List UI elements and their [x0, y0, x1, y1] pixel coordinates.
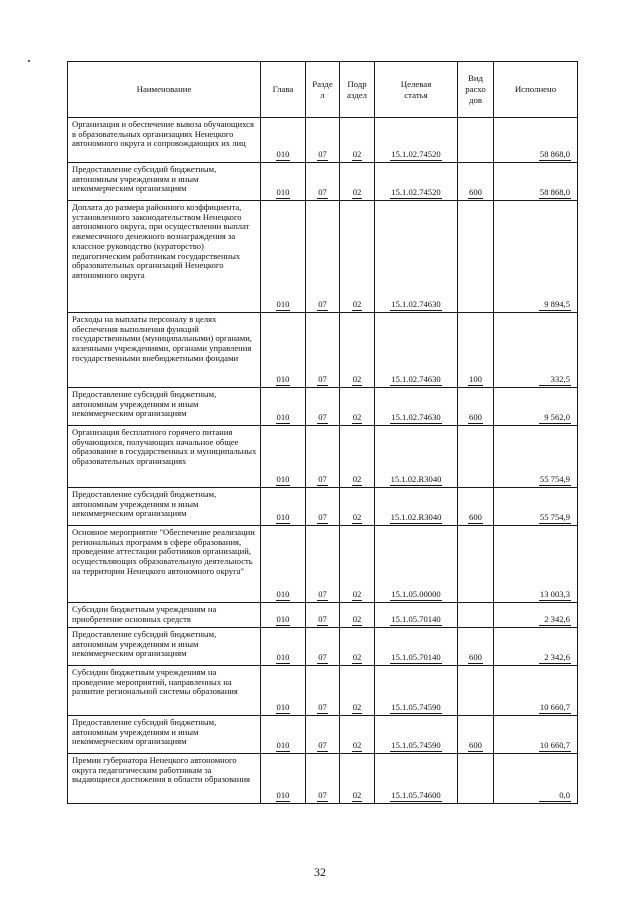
row-target-article-cell	[375, 163, 458, 201]
row-expense-type-cell	[458, 201, 494, 313]
row-razdel: 07	[318, 702, 327, 713]
row-podrazdel: 02	[352, 412, 362, 423]
row-executed-amount-cell	[494, 163, 578, 201]
row-razdel: 07	[318, 589, 327, 600]
row-glava: 010	[276, 299, 290, 310]
row-glava-cell	[261, 118, 306, 163]
row-podrazdel-cell	[340, 201, 375, 313]
row-executed-amount-cell	[494, 488, 578, 526]
row-name-cell	[68, 426, 261, 488]
row-glava-cell	[261, 488, 306, 526]
row-expense-type-cell	[458, 388, 494, 426]
row-podrazdel-cell	[340, 488, 375, 526]
row-glava-cell	[261, 754, 306, 804]
row-executed-amount: 10 660,7	[539, 740, 570, 751]
row-target-article: 15.1.05.70140	[391, 614, 441, 625]
row-target-article: 15.1.05.74590	[391, 702, 441, 713]
row-podrazdel-cell	[340, 526, 375, 603]
header-vid: Вид расхо дов	[458, 62, 494, 118]
row-podrazdel-cell	[340, 754, 375, 804]
row-executed-amount: 55 754,9	[539, 474, 570, 485]
table-row	[68, 388, 578, 426]
row-podrazdel: 02	[352, 512, 362, 523]
row-razdel: 07	[318, 412, 327, 423]
table-row	[68, 426, 578, 488]
row-target-article-cell	[375, 666, 458, 716]
row-glava-cell	[261, 388, 306, 426]
row-name: Организация и обеспечение вывоза обучающихся в образовательных организациях Ненецкого автономного округа и сопровождающих их лиц	[72, 119, 254, 149]
header-executed: Исполнено	[494, 62, 578, 118]
row-glava: 010	[276, 412, 290, 423]
table-row	[68, 163, 578, 201]
row-expense-type: 600	[469, 512, 482, 523]
row-expense-type: 600	[469, 740, 482, 751]
row-glava: 010	[276, 474, 290, 485]
row-podrazdel: 02	[352, 614, 362, 625]
table-row	[68, 666, 578, 716]
row-target-article-cell	[375, 426, 458, 488]
row-expense-type-cell	[458, 666, 494, 716]
table-row	[68, 488, 578, 526]
row-expense-type-cell	[458, 628, 494, 666]
header-razdel: Разде л	[306, 62, 340, 118]
row-glava-cell	[261, 313, 306, 388]
row-target-article: 15.1.02.74520	[391, 149, 441, 160]
row-glava-cell	[261, 526, 306, 603]
row-target-article-cell	[375, 201, 458, 313]
row-target-article: 15.1.05.70140	[391, 652, 441, 663]
row-expense-type: 600	[469, 652, 482, 663]
row-expense-type-cell	[458, 754, 494, 804]
row-target-article-cell	[375, 388, 458, 426]
row-name: Расходы на выплаты персоналу в целях обеспечения выполнения функций государственными (муниципальными) органами, казенными учреждениями, органами управления государственными внебюджетными фондами	[72, 314, 252, 363]
table-row	[68, 313, 578, 388]
row-target-article: 15.1.02.R3040	[390, 512, 442, 523]
row-razdel-cell	[306, 526, 340, 603]
row-glava: 010	[276, 374, 290, 385]
row-executed-amount: 9 562,0	[539, 413, 571, 424]
row-razdel: 07	[318, 740, 327, 751]
row-razdel-cell	[306, 628, 340, 666]
row-glava-cell	[261, 628, 306, 666]
row-name-cell	[68, 716, 261, 754]
row-podrazdel: 02	[352, 790, 362, 801]
row-name: Премии губернатора Ненецкого автономного округа педагогическим работникам за выдающиеся достижения в области образования	[72, 755, 251, 785]
row-executed-amount-cell	[494, 526, 578, 603]
table-row	[68, 754, 578, 804]
row-name-cell	[68, 526, 261, 603]
row-expense-type-cell	[458, 426, 494, 488]
row-glava-cell	[261, 426, 306, 488]
row-razdel: 07	[318, 299, 327, 310]
row-name-cell	[68, 118, 261, 163]
row-podrazdel: 02	[352, 149, 362, 160]
row-razdel-cell	[306, 163, 340, 201]
row-podrazdel-cell	[340, 313, 375, 388]
scan-dot	[28, 60, 30, 62]
row-razdel: 07	[318, 187, 327, 198]
row-target-article-cell	[375, 628, 458, 666]
row-name: Предоставление субсидий бюджетным, автономным учреждениям и иным некоммерческим организациям	[72, 717, 217, 747]
row-razdel-cell	[306, 201, 340, 313]
row-podrazdel: 02	[352, 652, 362, 663]
row-executed-amount: 13 003,3	[539, 589, 570, 600]
row-podrazdel-cell	[340, 666, 375, 716]
row-glava: 010	[276, 512, 290, 523]
row-executed-amount: 9 894,5	[539, 300, 571, 311]
row-razdel-cell	[306, 388, 340, 426]
row-target-article-cell	[375, 488, 458, 526]
row-expense-type: 600	[469, 412, 482, 423]
row-glava-cell	[261, 163, 306, 201]
row-podrazdel-cell	[340, 118, 375, 163]
row-glava: 010	[276, 652, 290, 663]
row-name-cell	[68, 628, 261, 666]
row-executed-amount-cell	[494, 716, 578, 754]
header-target: Целевая статья	[375, 62, 458, 118]
row-name: Организация бесплатного горячего питания обучающихся, получающих начальное общее образование в государственных и муниципальных образовательных организациях	[72, 427, 257, 467]
row-expense-type-cell	[458, 118, 494, 163]
row-expense-type-cell	[458, 716, 494, 754]
row-podrazdel: 02	[352, 589, 362, 600]
row-glava: 010	[276, 702, 290, 713]
row-podrazdel: 02	[352, 702, 362, 713]
row-glava: 010	[276, 149, 290, 160]
row-glava: 010	[276, 740, 290, 751]
row-podrazdel: 02	[352, 474, 362, 485]
row-executed-amount-cell	[494, 666, 578, 716]
row-executed-amount-cell	[494, 628, 578, 666]
row-executed-amount-cell	[494, 426, 578, 488]
row-name-cell	[68, 388, 261, 426]
row-executed-amount-cell	[494, 754, 578, 804]
row-executed-amount-cell	[494, 313, 578, 388]
row-executed-amount: 55 754,9	[539, 512, 570, 523]
row-expense-type-cell	[458, 488, 494, 526]
row-executed-amount: 2 342,6	[539, 615, 571, 626]
row-expense-type-cell	[458, 603, 494, 628]
row-glava: 010	[276, 187, 290, 198]
table-row	[68, 201, 578, 313]
row-podrazdel-cell	[340, 628, 375, 666]
row-podrazdel-cell	[340, 163, 375, 201]
row-podrazdel-cell	[340, 388, 375, 426]
row-target-article-cell	[375, 313, 458, 388]
row-razdel: 07	[318, 614, 327, 625]
row-executed-amount: 58 868,0	[539, 149, 570, 160]
row-name-cell	[68, 488, 261, 526]
row-name-cell	[68, 754, 261, 804]
row-target-article: 15.1.05.00000	[391, 589, 441, 600]
row-executed-amount: 332,5	[539, 375, 571, 386]
row-expense-type: 100	[469, 374, 482, 385]
table-row	[68, 118, 578, 163]
row-expense-type-cell	[458, 313, 494, 388]
row-target-article: 15.1.02.74630	[391, 412, 441, 423]
header-glava: Глава	[261, 62, 306, 118]
row-glava-cell	[261, 666, 306, 716]
row-name-cell	[68, 201, 261, 313]
row-name: Предоставление субсидий бюджетным, автономным учреждениям и иным некоммерческим организациям	[72, 164, 217, 194]
row-razdel-cell	[306, 716, 340, 754]
row-razdel-cell	[306, 118, 340, 163]
row-target-article-cell	[375, 754, 458, 804]
header-name: Наименование	[68, 62, 261, 118]
row-target-article-cell	[375, 603, 458, 628]
row-name: Субсидии бюджетным учреждениям на проведение мероприятий, направленных на развитие региональной системы образования	[72, 667, 238, 697]
row-expense-type-cell	[458, 163, 494, 201]
row-glava: 010	[276, 589, 290, 600]
page-number: 32	[314, 865, 326, 879]
row-glava: 010	[276, 790, 290, 801]
row-podrazdel-cell	[340, 716, 375, 754]
row-name-cell	[68, 603, 261, 628]
row-target-article: 15.1.02.74520	[391, 187, 441, 198]
row-razdel-cell	[306, 488, 340, 526]
row-razdel-cell	[306, 666, 340, 716]
table-row	[68, 716, 578, 754]
row-razdel-cell	[306, 603, 340, 628]
table-row	[68, 526, 578, 603]
row-podrazdel: 02	[352, 299, 362, 310]
row-name: Доплата до размера районного коэффициента, установленного законодательством Ненецкого автономного округа, при осуществлении выплат ежемесячного денежного вознаграждения за классное руководство (кураторство) педагогическим работникам государственных образовательных организаций Ненецкого автономного округа	[72, 202, 250, 280]
row-podrazdel: 02	[352, 187, 362, 198]
row-razdel-cell	[306, 754, 340, 804]
row-executed-amount: 2 342,6	[539, 653, 571, 664]
table-header-row	[68, 62, 578, 118]
table-body	[68, 118, 578, 804]
row-target-article: 15.1.05.74600	[391, 790, 441, 801]
row-razdel: 07	[318, 149, 327, 160]
row-name: Предоставление субсидий бюджетным, автономным учреждениям и иным некоммерческим организациям	[72, 629, 217, 659]
row-target-article: 15.1.02.R3040	[390, 474, 442, 485]
table-row	[68, 603, 578, 628]
row-executed-amount-cell	[494, 603, 578, 628]
row-name: Субсидии бюджетным учреждениям на приобретение основных средств	[72, 604, 217, 624]
row-name: Предоставление субсидий бюджетным, автономным учреждениям и иным некоммерческим организациям	[72, 489, 217, 519]
row-executed-amount-cell	[494, 201, 578, 313]
row-podrazdel-cell	[340, 426, 375, 488]
row-razdel: 07	[318, 512, 327, 523]
row-expense-type: 600	[469, 187, 482, 198]
row-target-article-cell	[375, 526, 458, 603]
row-target-article: 15.1.05.74590	[391, 740, 441, 751]
row-target-article-cell	[375, 118, 458, 163]
row-razdel: 07	[318, 652, 327, 663]
row-expense-type-cell	[458, 526, 494, 603]
row-razdel-cell	[306, 426, 340, 488]
row-razdel: 07	[318, 790, 327, 801]
row-executed-amount: 0,0	[539, 791, 571, 802]
table-row	[68, 628, 578, 666]
row-podrazdel: 02	[352, 740, 362, 751]
row-executed-amount: 10 660,7	[539, 702, 570, 713]
row-target-article: 15.1.02.74630	[391, 299, 441, 310]
row-glava-cell	[261, 716, 306, 754]
row-executed-amount-cell	[494, 118, 578, 163]
row-name-cell	[68, 313, 261, 388]
row-podrazdel-cell	[340, 603, 375, 628]
row-razdel: 07	[318, 374, 327, 385]
row-glava: 010	[276, 614, 290, 625]
row-name: Основное мероприятие "Обеспечение реализации региональных программ в сфере образования, проведение аттестации работников организаций, осуществляющих образовательную деятельность на территории Ненецкого автономного округа"	[72, 527, 255, 576]
row-razdel: 07	[318, 474, 327, 485]
row-target-article: 15.1.02.74630	[391, 374, 441, 385]
row-glava-cell	[261, 603, 306, 628]
row-executed-amount: 58 868,0	[539, 187, 570, 198]
row-target-article-cell	[375, 716, 458, 754]
row-name: Предоставление субсидий бюджетным, автономным учреждениям и иным некоммерческим организациям	[72, 389, 217, 419]
row-executed-amount-cell	[494, 388, 578, 426]
row-glava-cell	[261, 201, 306, 313]
header-podrazdel: Подр аздел	[340, 62, 375, 118]
row-name-cell	[68, 666, 261, 716]
row-podrazdel: 02	[352, 374, 362, 385]
row-name-cell	[68, 163, 261, 201]
budget-execution-table	[67, 61, 578, 804]
row-razdel-cell	[306, 313, 340, 388]
